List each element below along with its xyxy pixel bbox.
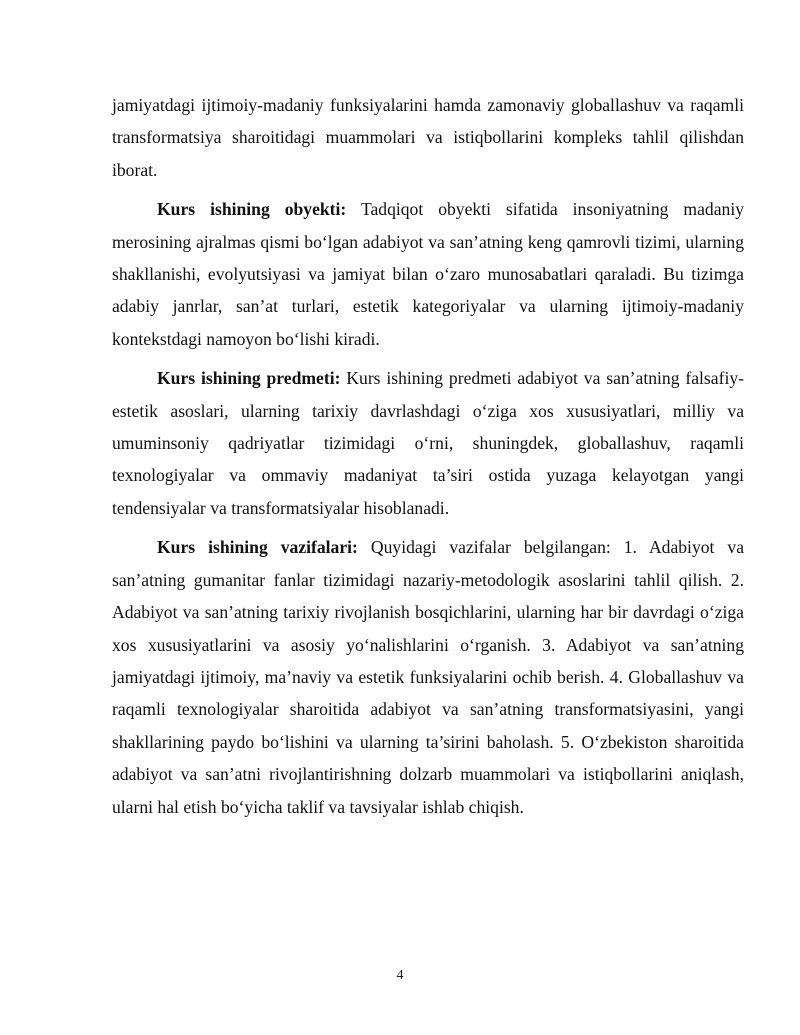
paragraph-tasks	[112, 531, 744, 823]
document-page	[112, 89, 744, 823]
paragraph-subject	[112, 362, 744, 524]
page-number: 4	[396, 968, 404, 983]
paragraph-text: Tadqiqot obyekti sifatida insoniyatning madaniy merosining ajralmas qismi bo‘lgan adabiyot va san’atning keng qamrovli tizimi, ularning shakllanishi, evolyutsiyasi va jamiyat bilan o‘zaro munosabatlari qaraladi. Bu tizimga adabiy janrlar, san’at turlari, estetik kategoriyalar va ularning ijtimoiy-madaniy kontekstdagi namoyon bo‘lishi kiradi.	[112, 199, 744, 349]
paragraph-term: Kurs ishining obyekti:	[157, 199, 347, 220]
paragraph-text: Kurs ishining predmeti adabiyot va san’atning falsafiy-estetik asoslari, ularning tarixiy davrlashdagi o‘ziga xos xususiyatlari, milliy va umuminsoniy qadriyatlar tizimidagi o‘rni, shuningdek, globallashuv, raqamli texnologiyalar va ommaviy madaniyat ta’siri ostida yuzaga kelayotgan yangi tendensiyalar va transformatsiyalar hisoblanadi.	[112, 368, 744, 518]
paragraph-continuation	[112, 89, 744, 186]
paragraph-term: Kurs ishining vazifalari:	[157, 537, 358, 558]
paragraph-text: jamiyatdagi ijtimoiy-madaniy funksiyalarini hamda zamonaviy globallashuv va raqamli transformatsiya sharoitidagi muammolari va istiqbollarini kompleks tahlil qilishdan iborat.	[112, 95, 744, 180]
paragraph-object	[112, 193, 744, 355]
paragraph-term: Kurs ishining predmeti:	[157, 368, 341, 389]
paragraph-text: Quyidagi vazifalar belgilangan: 1. Adabiyot va san’atning gumanitar fanlar tizimidagi nazariy-metodologik asoslarini tahlil qilish. 2. Adabiyot va san’atning tarixiy rivojlanish bosqichlarini, ularning har bir davrdagi o‘ziga xos xususiyatlarini va asosiy yo‘nalishlarini o‘rganish. 3. Adabiyot va san’atning jamiyatdagi ijtimoiy, ma’naviy va estetik funksiyalarini ochib berish. 4. Globallashuv va raqamli texnologiyalar sharoitida adabiyot va san’atning transformatsiyasini, yangi shakllarining paydo bo‘lishini va ularning ta’sirini baholash. 5. O‘zbekiston sharoitida adabiyot va san’atni rivojlantirishning dolzarb muammolari va istiqbollarini aniqlash, ularni hal etish bo‘yicha taklif va tavsiyalar ishlab chiqish.	[112, 537, 744, 817]
